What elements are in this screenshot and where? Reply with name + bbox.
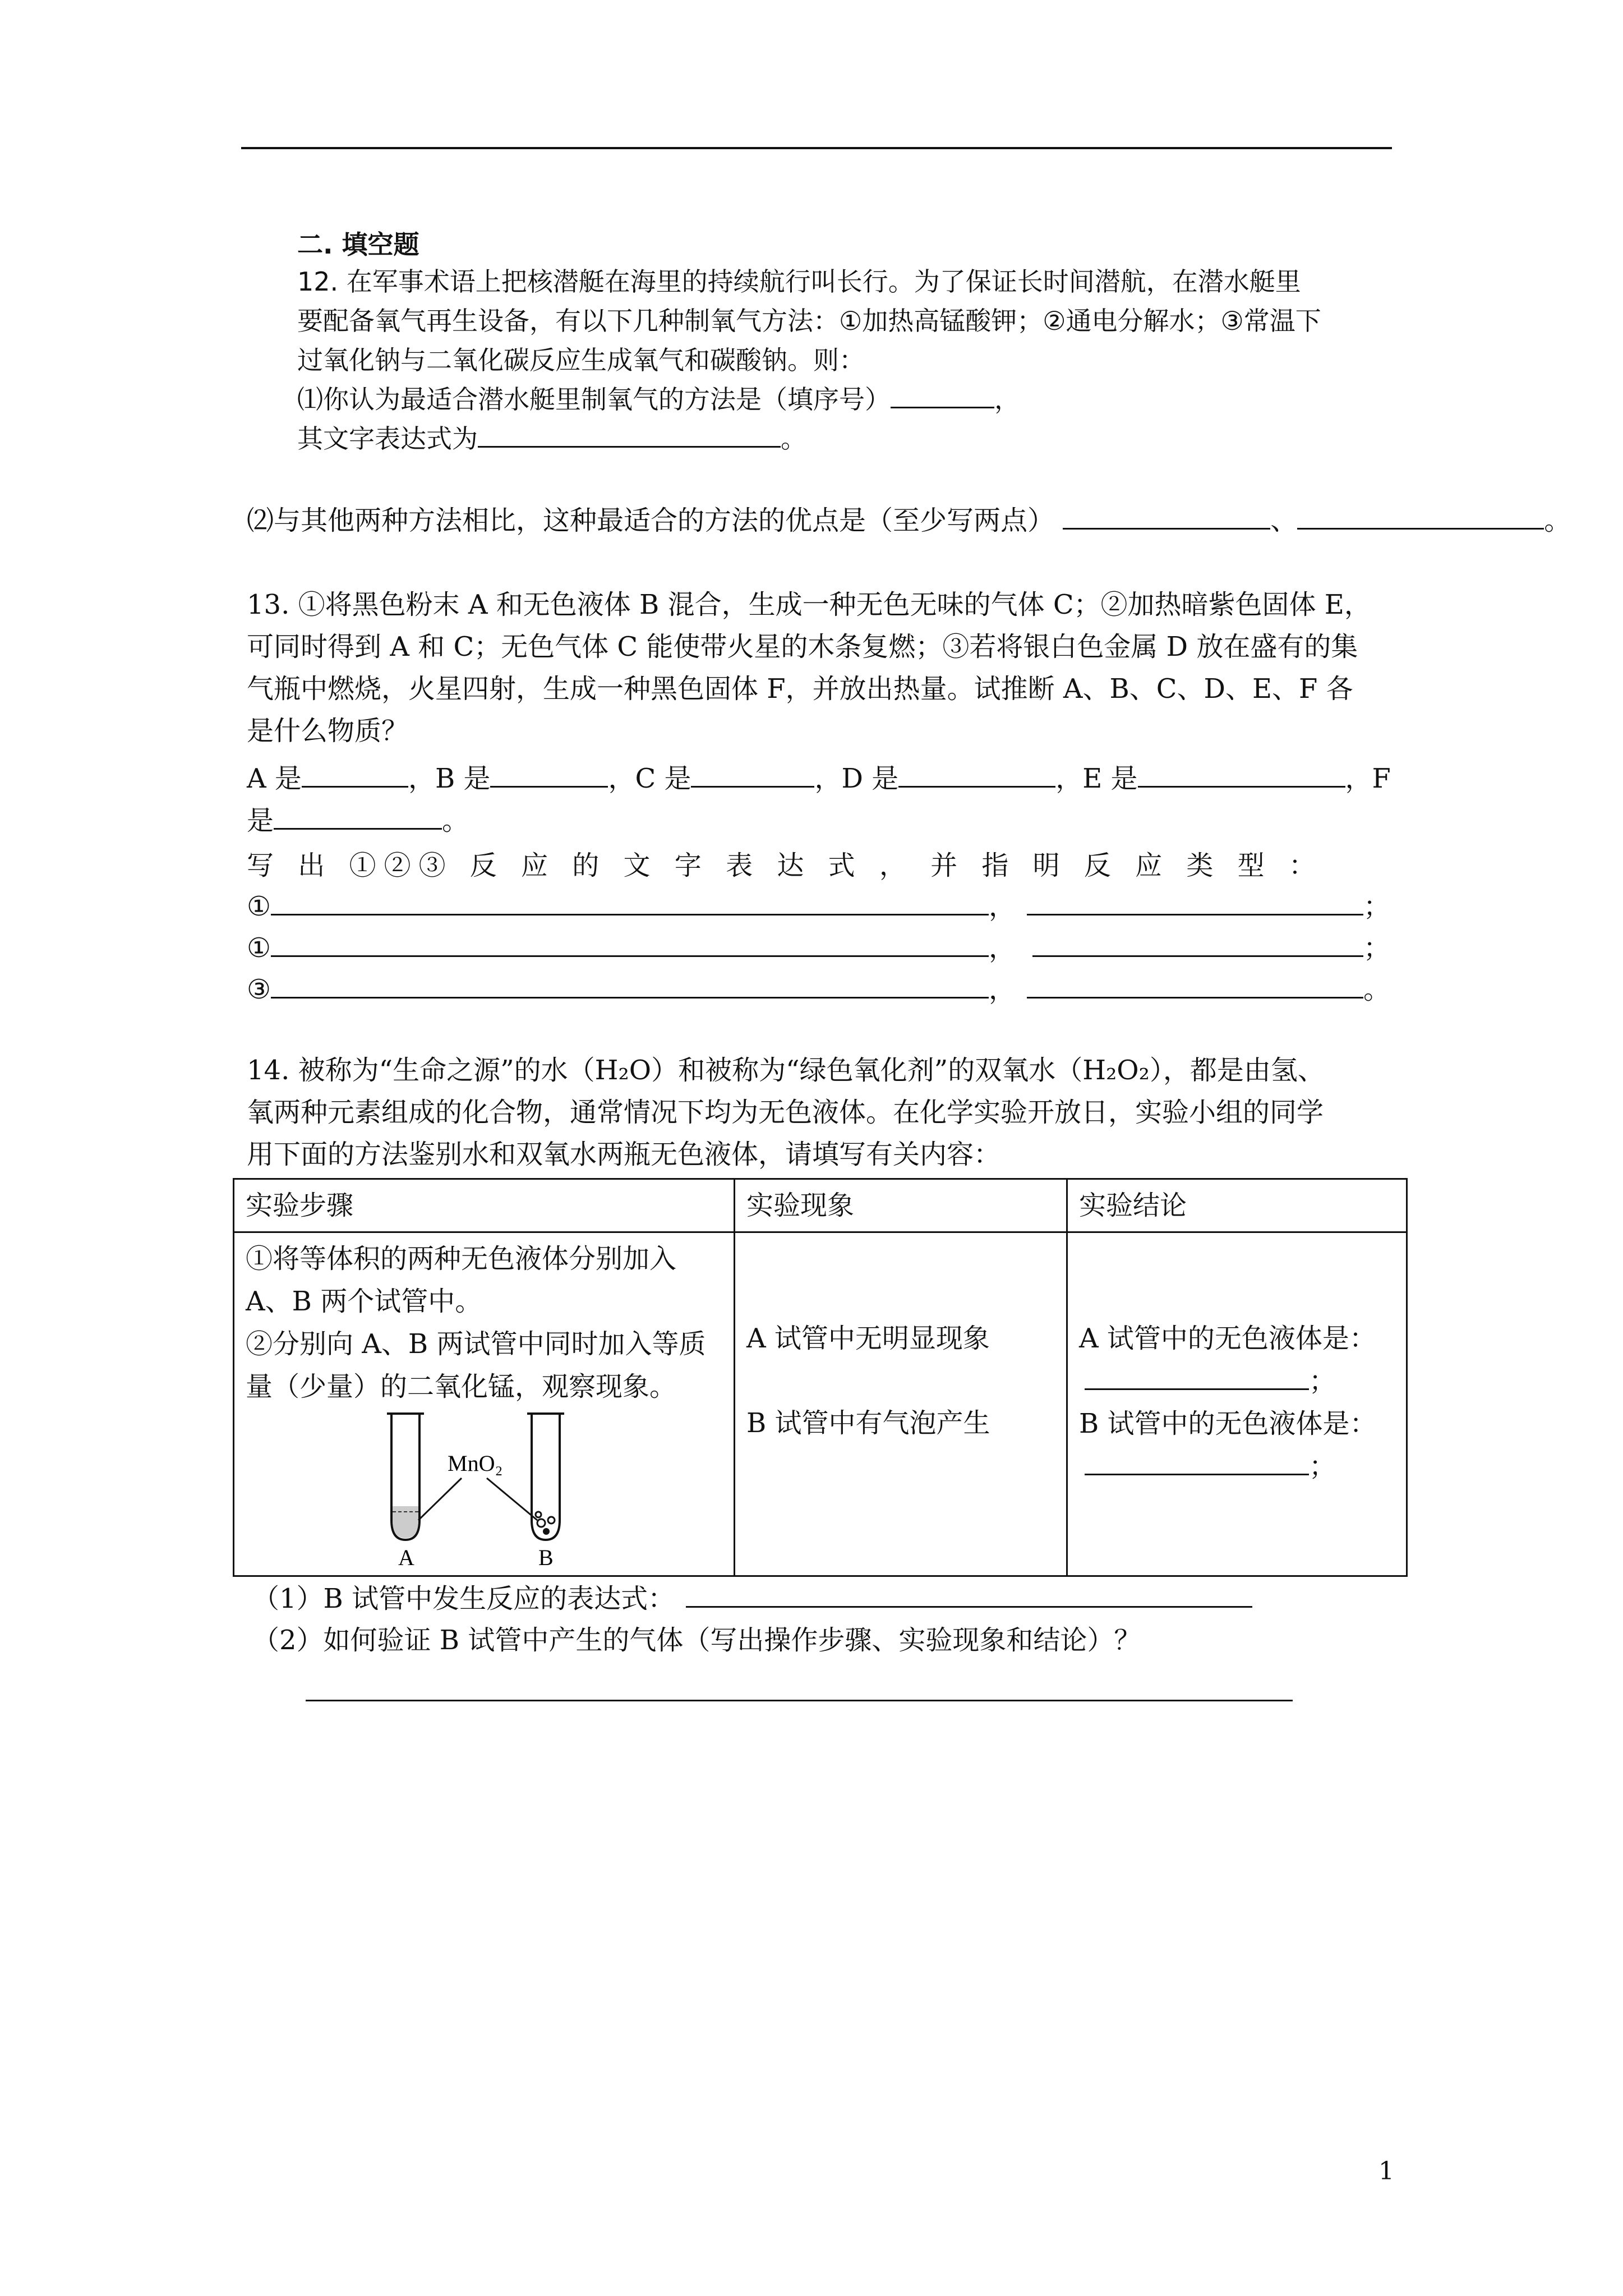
q12-line3: 过氧化钠与二氧化碳反应生成氧气和碳酸钠。则：: [297, 345, 865, 375]
q13-line4: 是什么物质？: [247, 715, 409, 747]
q13-line1: 13. ①将黑色粉末 A 和无色液体 B 混合，生成一种无色无味的气体 C；②加热暗紫色固体 E，: [247, 589, 1371, 620]
q12-line1: 12. 在军事术语上把核潜艇在海里的持续航行叫长行。为了保证长时间潜航，在潜水艇里: [297, 266, 1301, 297]
phenomena-cell: [735, 1232, 1067, 1576]
q14-line3: 用下面的方法鉴别水和双氧水两瓶无色液体，请填写有关内容：: [247, 1139, 1001, 1170]
answer-d-blank[interactable]: [898, 758, 1055, 788]
q13-line3: 气瓶中燃烧，火星四射，生成一种黑色固体 F，并放出热量。试推断 A、B、C、D、E、F 各: [247, 673, 1353, 705]
header-phenomena: 实验现象: [735, 1179, 1067, 1232]
q13-answers-line: A 是 ，B 是 ，C 是 ，D 是 ，E 是 ，F: [247, 757, 1391, 800]
test-tube-diagram: [358, 1408, 605, 1571]
q12-line4: ⑴你认为最适合潜水艇里制氧气的方法是（填序号） ，: [297, 378, 1020, 421]
tube-b-label: B: [538, 1545, 554, 1570]
phenomenon-a: A 试管中无明显现象: [746, 1323, 990, 1354]
q12-line2: 要配备氧气再生设备，有以下几种制氧气方法：①加热高锰酸钾；②通电分解水；③常温下: [297, 306, 1321, 336]
answer-a-blank[interactable]: [302, 758, 408, 788]
q12-advantage2-blank[interactable]: [1297, 500, 1544, 530]
q13-line2: 可同时得到 A 和 C；无色气体 C 能使带火星的木条复燃；③若将银白色金属 D 放在盛有的集: [247, 631, 1358, 662]
step-line-3: ②分别向 A、B 两试管中同时加入等质: [246, 1328, 706, 1360]
phenomenon-b: B 试管中有气泡产生: [746, 1407, 990, 1439]
q13-reaction-row-3: ③ ， 。: [247, 968, 1390, 1011]
mno2-label: MnO₂: [448, 1451, 503, 1476]
reaction1-expression-blank[interactable]: [271, 886, 989, 915]
q12-line5: 其文字表达式为 。: [297, 417, 806, 460]
answer-c-blank[interactable]: [691, 758, 814, 788]
header-conclusions: 实验结论: [1067, 1179, 1407, 1232]
q12-expression-blank[interactable]: [478, 418, 781, 448]
section-heading: 二. 填空题: [297, 229, 419, 260]
q13-answer-f-line: 是 。: [247, 799, 469, 842]
reaction3-expression-blank[interactable]: [271, 969, 989, 999]
answer-f-blank[interactable]: [274, 800, 442, 830]
q13-reaction-row-1: ① ， ；: [247, 885, 1390, 928]
q14-line2: 氧两种元素组成的化合物，通常情况下均为无色液体。在化学实验开放日，实验小组的同学: [247, 1097, 1324, 1128]
experiment-table: [233, 1178, 1408, 1577]
reaction2-expression-blank[interactable]: [271, 927, 989, 957]
reaction1-type-blank[interactable]: [1027, 886, 1363, 915]
answer-e-blank[interactable]: [1138, 758, 1345, 788]
test-tube-b: [527, 1414, 564, 1540]
page-number: 1: [1378, 2157, 1394, 2185]
q12-q1-blank[interactable]: [891, 379, 994, 408]
q14-sub2-answer-line[interactable]: [306, 1700, 1293, 1701]
steps-cell: [234, 1232, 735, 1576]
q13-write-prompt: 写 出 ①②③ 反 应 的 文 字 表 达 式 ， 并 指 明 反 应 类 型 ：: [247, 850, 1324, 881]
q12-sub2-text: ⑵与其他两种方法相比，这种最适合的方法的优点是（至少写两点）: [247, 505, 1055, 536]
header-steps: 实验步骤: [234, 1179, 735, 1232]
reaction3-type-blank[interactable]: [1027, 969, 1363, 999]
q14-sub1: （1）B 试管中发生反应的表达式：: [252, 1577, 1252, 1620]
q12-q1-text: ⑴你认为最适合潜水艇里制氧气的方法是（填序号）: [297, 384, 891, 415]
q13-reaction-row-2: ① ， ；: [247, 927, 1390, 969]
q12-expression-label: 其文字表达式为: [297, 424, 478, 454]
step-line-4: 量（少量）的二氧化锰，观察现象。: [246, 1371, 677, 1402]
header-rule: [241, 147, 1392, 149]
step-line-2: A、B 两个试管中。: [246, 1286, 482, 1317]
q14-sub2: （2）如何验证 B 试管中产生的气体（写出操作步骤、实验现象和结论）？: [252, 1625, 1141, 1656]
q14-line1: 14. 被称为“生命之源”的水（H₂O）和被称为“绿色氧化剂”的双氧水（H₂O₂），都是由氢、: [247, 1055, 1325, 1086]
conclusion-a-label: A 试管中的无色液体是：: [1079, 1323, 1376, 1354]
step-line-1: ①将等体积的两种无色液体分别加入: [246, 1243, 677, 1274]
reaction2-type-blank[interactable]: [1032, 927, 1363, 957]
q12-advantage1-blank[interactable]: [1063, 500, 1270, 530]
tube-a-label: A: [398, 1545, 414, 1570]
conclusion-b-label: B 试管中的无色液体是：: [1079, 1408, 1377, 1439]
conclusion-b-blank[interactable]: [1085, 1446, 1309, 1475]
answer-b-blank[interactable]: [490, 758, 608, 788]
test-tube-a: [387, 1414, 424, 1540]
q14-sub1-blank[interactable]: [686, 1578, 1252, 1608]
conclusion-a-blank[interactable]: [1085, 1360, 1309, 1390]
q12-sub2: ⑵与其他两种方法相比，这种最适合的方法的优点是（至少写两点） 、 。: [247, 499, 1571, 542]
conclusions-cell: A 试管中的无色液体是： ； B 试管中的无色液体是： ；: [1067, 1232, 1407, 1576]
